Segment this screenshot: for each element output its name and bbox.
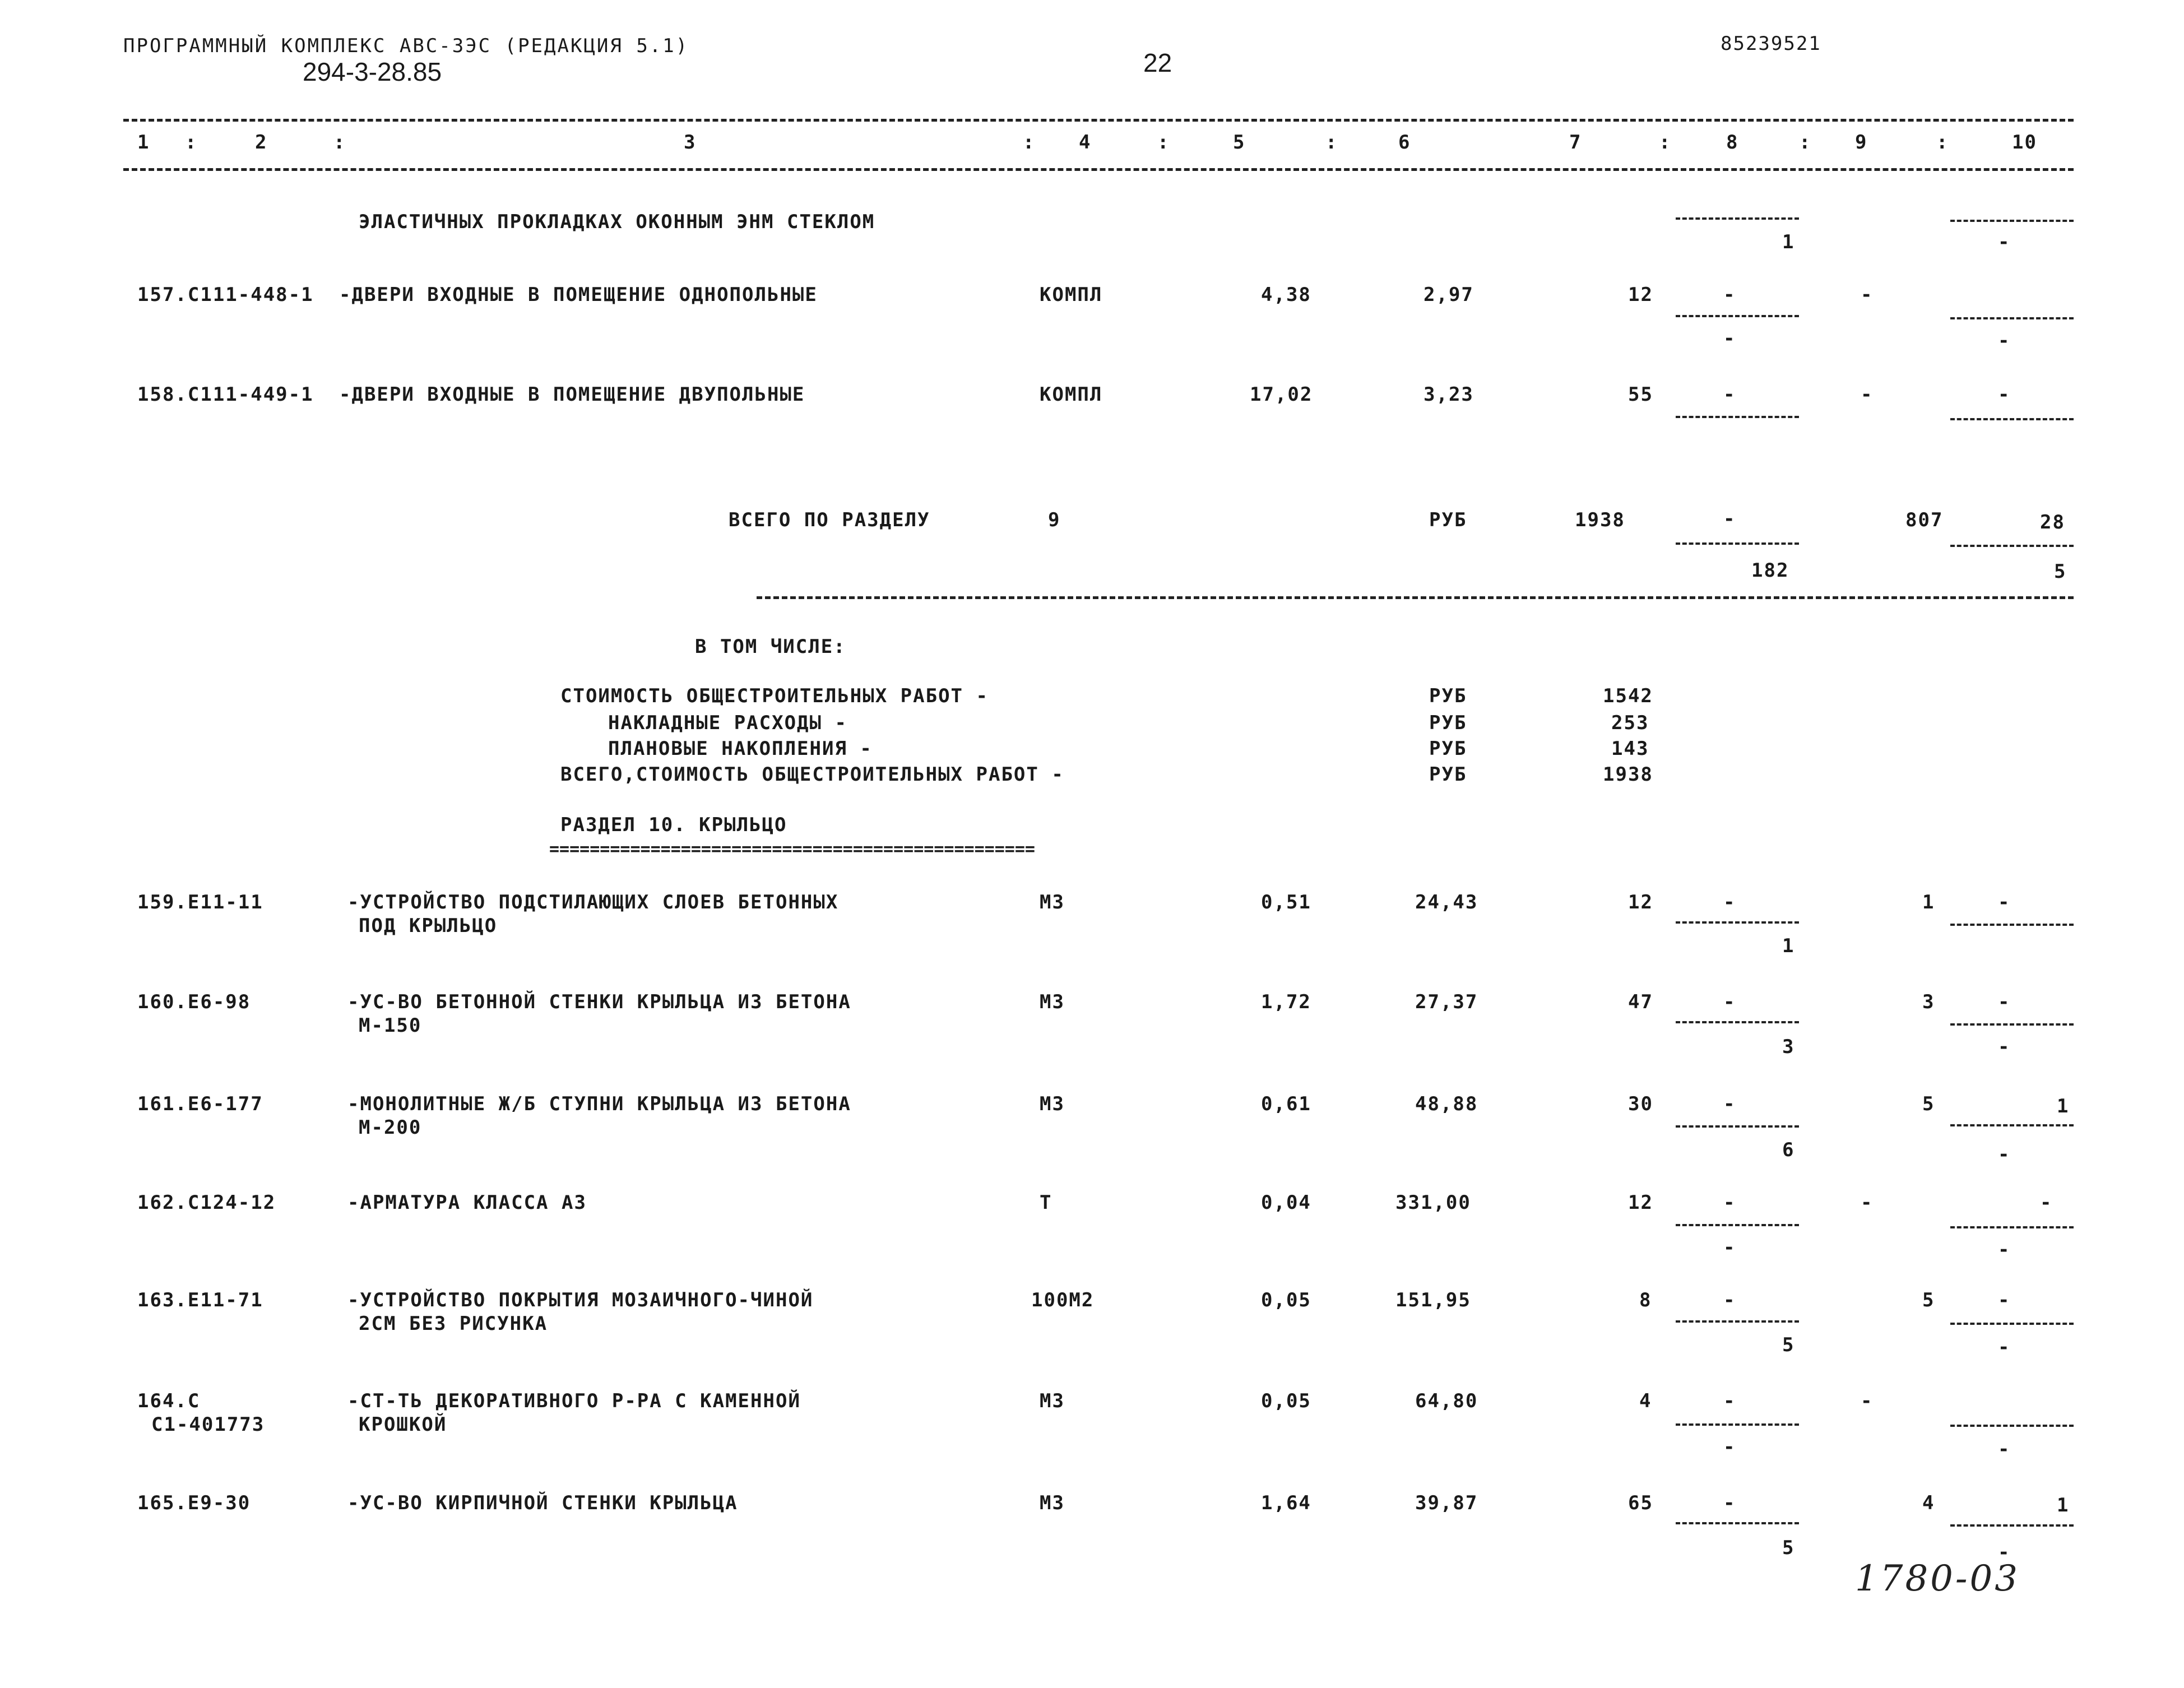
row-c8-fraction xyxy=(1676,1021,1799,1023)
row-code: 165.Е9-30 xyxy=(137,1492,251,1514)
row-qty: 17,02 xyxy=(1250,383,1313,406)
row-c10-top: - xyxy=(1998,383,2011,406)
column-3: 3 xyxy=(684,131,697,154)
row-c10-fraction xyxy=(1950,1323,2074,1325)
header-rule-top xyxy=(123,119,2074,122)
column-4: 4 xyxy=(1079,131,1092,154)
row-c10-top: 1 xyxy=(2057,1494,2070,1517)
row-c8-bottom: - xyxy=(1723,1236,1736,1259)
section-total-c10-fraction xyxy=(1950,545,2074,547)
row-code: 158.С111-449-1 xyxy=(137,383,314,406)
row-name: -ДВЕРИ ВХОДНЫЕ В ПОМЕЩЕНИЕ ОДНОПОЛЬНЫЕ xyxy=(339,284,818,306)
row-c10-fraction xyxy=(1950,1226,2074,1228)
column-8: 8 xyxy=(1726,131,1739,154)
row-c8-fraction xyxy=(1676,217,1799,220)
column-sep: : xyxy=(185,131,198,154)
row-total: 12 xyxy=(1628,891,1653,913)
section-heading: РАЗДЕЛ 10. КРЫЛЬЦО xyxy=(560,814,787,836)
row-c9: - xyxy=(1861,1390,1874,1412)
doc-code: 85239521 xyxy=(1721,33,1821,55)
row-code: 160.Е6-98 xyxy=(137,991,251,1013)
row-c8-bottom: 1 xyxy=(1782,935,1795,957)
program-line: ПРОГРАММНЫЙ КОМПЛЕКС АВС-3ЭС (РЕДАКЦИЯ 5.1) xyxy=(123,35,689,57)
row-c8-top: - xyxy=(1723,383,1736,406)
row-c10-fraction xyxy=(1950,317,2074,319)
row-c8-top: - xyxy=(1723,1289,1736,1311)
row-c10-bottom: - xyxy=(1998,1336,2011,1358)
section-total-value: 1938 xyxy=(1575,509,1625,531)
row-c8-top: - xyxy=(1723,1191,1736,1214)
column-10: 10 xyxy=(2012,131,2037,154)
column-7: 7 xyxy=(1569,131,1582,154)
row-name: -УС-ВО КИРПИЧНОЙ СТЕНКИ КРЫЛЬЦА xyxy=(347,1492,738,1514)
column-6: 6 xyxy=(1398,131,1411,154)
row-unit: КОМПЛ xyxy=(1040,284,1103,306)
column-sep: : xyxy=(1799,131,1812,154)
row-name: -МОНОЛИТНЫЕ Ж/Б СТУПНИ КРЫЛЬЦА ИЗ БЕТОНА xyxy=(347,1093,851,1115)
column-5: 5 xyxy=(1233,131,1246,154)
row-c8-bottom: - xyxy=(1723,327,1736,350)
row-code: 164.С xyxy=(137,1390,201,1412)
including-item-label: ПЛАНОВЫЕ НАКОПЛЕНИЯ - xyxy=(608,738,873,760)
section-total-c10-bottom: 5 xyxy=(2054,560,2067,583)
including-item-unit: РУБ xyxy=(1429,685,1467,707)
row-c8-fraction xyxy=(1676,315,1799,317)
row-c8-bottom: 6 xyxy=(1782,1139,1795,1161)
row-c10-bottom: - xyxy=(1998,231,2011,253)
header-rule-bottom xyxy=(123,168,2074,171)
row-c10-bottom: - xyxy=(1998,1036,2011,1058)
row-price: 24,43 xyxy=(1415,891,1478,913)
including-item-unit: РУБ xyxy=(1429,738,1467,760)
row-c10-top: - xyxy=(1998,1289,2011,1311)
row-total: 8 xyxy=(1639,1289,1652,1311)
row-code: 161.Е6-177 xyxy=(137,1093,263,1115)
row-c8-top: - xyxy=(1723,1492,1736,1514)
row-total: 65 xyxy=(1628,1492,1653,1514)
row-price: 39,87 xyxy=(1415,1492,1478,1514)
row-unit: М3 xyxy=(1040,991,1065,1013)
row-c10-fraction xyxy=(1950,1023,2074,1026)
column-sep: : xyxy=(1936,131,1949,154)
row-qty: 1,64 xyxy=(1261,1492,1311,1514)
row-code: 162.С124-12 xyxy=(137,1191,276,1214)
row-price: 64,80 xyxy=(1415,1390,1478,1412)
row-name: -АРМАТУРА КЛАССА А3 xyxy=(347,1191,587,1214)
row-qty: 0,05 xyxy=(1261,1390,1311,1412)
row-c8-top: - xyxy=(1723,891,1736,913)
handwritten-note: 1780-03 xyxy=(1855,1558,2020,1599)
row-qty: 4,38 xyxy=(1261,284,1311,306)
column-sep: : xyxy=(1659,131,1672,154)
section-total-number: 9 xyxy=(1048,509,1061,531)
row-unit: М3 xyxy=(1040,1492,1065,1514)
row-c8-top: - xyxy=(1723,991,1736,1013)
row-qty: 0,61 xyxy=(1261,1093,1311,1115)
section-total-c8-fraction xyxy=(1676,542,1799,545)
row-name-continued: КРОШКОЙ xyxy=(359,1413,447,1436)
row-c8-fraction xyxy=(1676,921,1799,924)
row-total: 47 xyxy=(1628,991,1653,1013)
row-total: 55 xyxy=(1628,383,1653,406)
row-code: 163.Е11-71 xyxy=(137,1289,263,1311)
row-c10-bottom: - xyxy=(1998,1143,2011,1166)
row-c10-top: 1 xyxy=(2057,1095,2070,1117)
row-c8-bottom: - xyxy=(1723,1436,1736,1458)
row-price: 3,23 xyxy=(1423,383,1474,406)
section-total-rule xyxy=(757,596,2074,599)
row-unit: 100М2 xyxy=(1031,1289,1095,1311)
including-item-unit: РУБ xyxy=(1429,712,1467,734)
row-c9: 3 xyxy=(1922,991,1935,1013)
row-name-continued: М-150 xyxy=(359,1014,422,1037)
row-c9: 5 xyxy=(1922,1093,1935,1115)
row-total: 4 xyxy=(1639,1390,1652,1412)
row-c10-fraction xyxy=(1950,1425,2074,1427)
section-total-c10-top: 28 xyxy=(2040,511,2065,534)
row-total: 12 xyxy=(1628,284,1653,306)
column-sep: : xyxy=(1023,131,1036,154)
row-c8-bottom: 5 xyxy=(1782,1334,1795,1356)
row-c8-fraction xyxy=(1676,1320,1799,1323)
column-1: 1 xyxy=(137,131,150,154)
row-name: -УС-ВО БЕТОННОЙ СТЕНКИ КРЫЛЬЦА ИЗ БЕТОНА xyxy=(347,991,851,1013)
row-unit: Т xyxy=(1040,1191,1052,1214)
column-2: 2 xyxy=(255,131,268,154)
including-label: В ТОМ ЧИСЛЕ: xyxy=(695,636,846,658)
row-price: 27,37 xyxy=(1415,991,1478,1013)
column-sep: : xyxy=(333,131,346,154)
row-c8-bottom: 3 xyxy=(1782,1036,1795,1058)
row-unit: М3 xyxy=(1040,891,1065,913)
row-name: -ДВЕРИ ВХОДНЫЕ В ПОМЕЩЕНИЕ ДВУПОЛЬНЫЕ xyxy=(339,383,805,406)
row-price: 48,88 xyxy=(1415,1093,1478,1115)
row-c10-fraction xyxy=(1950,924,2074,926)
row-name: ЭЛАСТИЧНЫХ ПРОКЛАДКАХ ОКОННЫМ ЭНМ СТЕКЛОМ xyxy=(359,211,875,233)
including-item-value: 143 xyxy=(1611,738,1649,760)
including-item-label: ВСЕГО,СТОИМОСТЬ ОБЩЕСТРОИТЕЛЬНЫХ РАБОТ - xyxy=(560,763,1064,786)
including-item-value: 253 xyxy=(1611,712,1649,734)
row-c8-top: - xyxy=(1723,284,1736,306)
doc-number: 294-3-28.85 xyxy=(303,57,442,86)
row-name: -УСТРОЙСТВО ПОКРЫТИЯ МОЗАИЧНОГО-ЧИНОЙ xyxy=(347,1289,814,1311)
section-total-c9: 807 xyxy=(1905,509,1944,531)
section-total-label: ВСЕГО ПО РАЗДЕЛУ xyxy=(729,509,930,531)
including-item-value: 1938 xyxy=(1603,763,1653,786)
row-name-continued: 2СМ БЕЗ РИСУНКА xyxy=(359,1313,548,1335)
section-total-c8-bottom: 182 xyxy=(1751,559,1789,582)
section-total-c8-top: - xyxy=(1723,508,1736,530)
row-total: 12 xyxy=(1628,1191,1653,1214)
row-c8-fraction xyxy=(1676,1522,1799,1524)
row-c8-top: - xyxy=(1723,1390,1736,1412)
row-c8-fraction xyxy=(1676,1125,1799,1128)
including-item-unit: РУБ xyxy=(1429,763,1467,786)
row-c9: - xyxy=(1861,383,1874,406)
row-c10-bottom: - xyxy=(1998,1239,2011,1261)
row-price: 331,00 xyxy=(1395,1191,1471,1214)
row-c9: 4 xyxy=(1922,1492,1935,1514)
section-total-unit: РУБ xyxy=(1429,509,1467,531)
row-code: 159.Е11-11 xyxy=(137,891,263,913)
row-c9: - xyxy=(1861,1191,1874,1214)
row-c8-top: - xyxy=(1723,1093,1736,1115)
row-c10-fraction xyxy=(1950,418,2074,420)
row-unit: М3 xyxy=(1040,1390,1065,1412)
row-qty: 0,05 xyxy=(1261,1289,1311,1311)
row-c10-fraction xyxy=(1950,1124,2074,1126)
row-total: 30 xyxy=(1628,1093,1653,1115)
row-qty: 1,72 xyxy=(1261,991,1311,1013)
row-unit: М3 xyxy=(1040,1093,1065,1115)
column-9: 9 xyxy=(1855,131,1868,154)
including-item-value: 1542 xyxy=(1603,685,1653,707)
row-unit: КОМПЛ xyxy=(1040,383,1103,406)
row-name-continued: М-200 xyxy=(359,1116,422,1139)
including-item-label: СТОИМОСТЬ ОБЩЕСТРОИТЕЛЬНЫХ РАБОТ - xyxy=(560,685,989,707)
row-c10-top: - xyxy=(1998,991,2011,1013)
row-c9: - xyxy=(1861,284,1874,306)
row-price: 151,95 xyxy=(1395,1289,1471,1311)
row-price: 2,97 xyxy=(1423,284,1474,306)
row-code: 157.С111-448-1 xyxy=(137,284,314,306)
row-c10-fraction xyxy=(1950,1524,2074,1527)
row-c8-bottom: 1 xyxy=(1782,231,1795,253)
column-sep: : xyxy=(1325,131,1338,154)
column-sep: : xyxy=(1157,131,1170,154)
row-c10-top: - xyxy=(2040,1191,2053,1214)
page-number: 22 xyxy=(1143,48,1172,77)
row-c9: 5 xyxy=(1922,1289,1935,1311)
row-c8-fraction xyxy=(1676,1224,1799,1226)
row-c8-fraction xyxy=(1676,1423,1799,1426)
row-c10-bottom: - xyxy=(1998,330,2011,352)
row-c10-fraction xyxy=(1950,220,2074,222)
row-name: -СТ-ТЬ ДЕКОРАТИВНОГО Р-РА С КАМЕННОЙ xyxy=(347,1390,801,1412)
row-name-continued: ПОД КРЫЛЬЦО xyxy=(359,915,498,937)
including-item-label: НАКЛАДНЫЕ РАСХОДЫ - xyxy=(608,712,847,734)
row-c9: 1 xyxy=(1922,891,1935,913)
row-name: -УСТРОЙСТВО ПОДСТИЛАЮЩИХ СЛОЕВ БЕТОННЫХ xyxy=(347,891,839,913)
row-c8-fraction xyxy=(1676,416,1799,418)
row-qty: 0,51 xyxy=(1261,891,1311,913)
row-c10-bottom: - xyxy=(1998,1541,2011,1564)
row-c8-bottom: 5 xyxy=(1782,1537,1795,1559)
section-heading-underline: ================================================ xyxy=(549,840,1035,859)
row-c10-top: - xyxy=(1998,891,2011,913)
row-code-continued: С1-401773 xyxy=(151,1413,265,1436)
row-qty: 0,04 xyxy=(1261,1191,1311,1214)
row-c10-bottom: - xyxy=(1998,1438,2011,1460)
